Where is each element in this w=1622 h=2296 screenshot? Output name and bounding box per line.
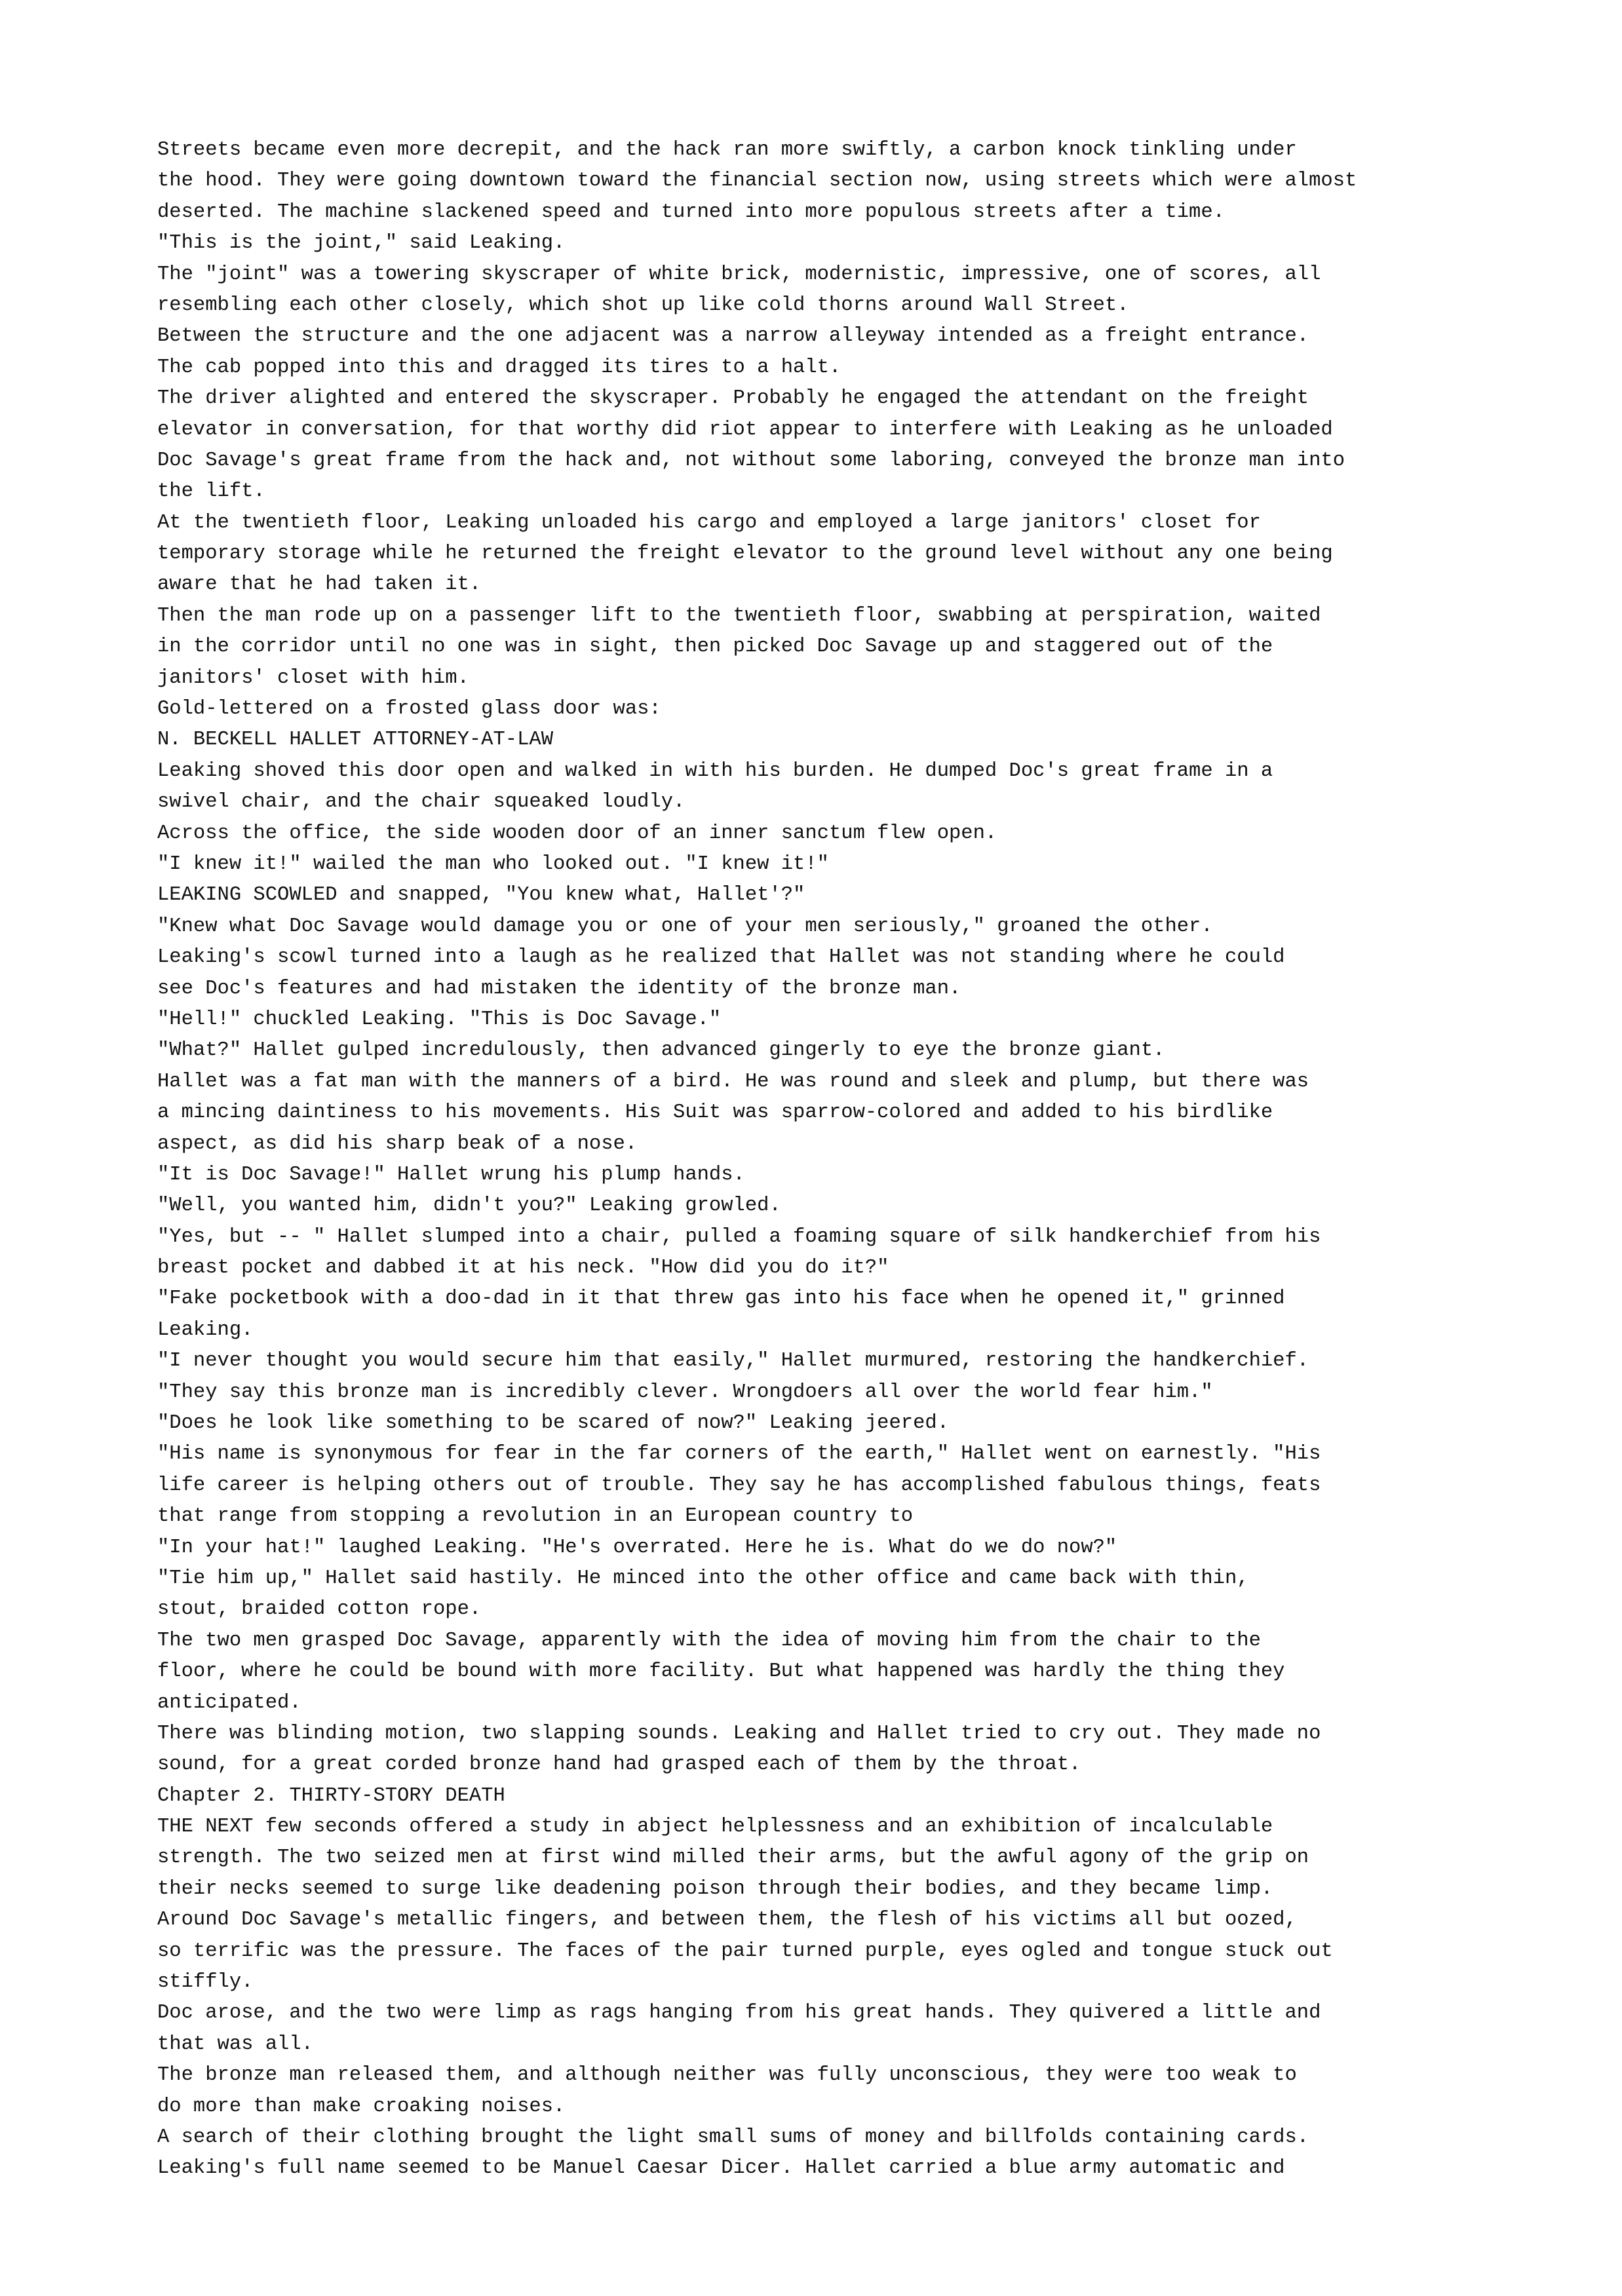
text-line: The "joint" was a towering skyscraper of white brick, modernistic, impressive, one of scores, all <box>157 263 1321 286</box>
text-line: temporary storage while he returned the freight elevator to the ground level without any one being <box>157 543 1333 565</box>
text-line: N. BECKELL HALLET ATTORNEY-AT-LAW <box>157 729 553 752</box>
text-line: There was blinding motion, two slapping sounds. Leaking and Hallet tried to cry out. They made no <box>157 1722 1321 1745</box>
text-line: "His name is synonymous for fear in the far corners of the earth," Hallet went on earnestly. "His <box>157 1443 1321 1466</box>
text-line: "Yes, but -- " Hallet slumped into a chair, pulled a foaming square of silk handkerchief from his <box>157 1225 1321 1248</box>
text-line: "Tie him up," Hallet said hastily. He minced into the other office and came back with thin, <box>157 1567 1249 1590</box>
body-text <box>157 135 1553 2185</box>
text-line: that range from stopping a revolution in an European country to <box>157 1505 914 1528</box>
text-line: sound, for a great corded bronze hand had grasped each of them by the throat. <box>157 1753 1081 1776</box>
text-line: Doc Savage's great frame from the hack and, not without some laboring, conveyed the bronze man into <box>157 449 1345 472</box>
text-line: anticipated. <box>157 1691 301 1714</box>
text-line: Across the office, the side wooden door of an inner sanctum flew open. <box>157 822 997 845</box>
text-line: "Fake pocketbook with a doo-dad in it that threw gas into his face when he opened it," grinned <box>157 1288 1285 1311</box>
text-line: Between the structure and the one adjacent was a narrow alleyway intended as a freight entrance. <box>157 325 1309 348</box>
text-line: stiffly. <box>157 1971 254 1994</box>
text-line: Chapter 2. THIRTY-STORY DEATH <box>157 1784 505 1807</box>
text-line: aware that he had taken it. <box>157 573 482 596</box>
text-line: The cab popped into this and dragged its tires to a halt. <box>157 356 841 379</box>
text-line: do more than make croaking noises. <box>157 2095 566 2118</box>
text-line: Leaking's scowl turned into a laugh as he realized that Hallet was not standing where he could <box>157 946 1285 969</box>
text-line: The driver alighted and entered the skyscraper. Probably he engaged the attendant on the freight <box>157 387 1309 410</box>
text-line: aspect, as did his sharp beak of a nose. <box>157 1132 638 1155</box>
text-line: floor, where he could be bound with more facility. But what happened was hardly the thing they <box>157 1660 1285 1683</box>
text-line: "This is the joint," said Leaking. <box>157 232 566 255</box>
text-line: "Knew what Doc Savage would damage you or one of your men seriously," groaned the other. <box>157 915 1213 938</box>
text-line: Doc arose, and the two were limp as rags hanging from his great hands. They quivered a little and <box>157 2002 1321 2025</box>
text-line: that was all. <box>157 2033 313 2056</box>
text-line: Around Doc Savage's metallic fingers, and between them, the flesh of his victims all but oozed, <box>157 1909 1297 1932</box>
text-line: strength. The two seized men at first wind milled their arms, but the awful agony of the grip on <box>157 1846 1309 1869</box>
text-line: Leaking shoved this door open and walked in with his burden. He dumped Doc's great frame in a <box>157 759 1273 782</box>
text-line: Streets became even more decrepit, and the hack ran more swiftly, a carbon knock tinkling under <box>157 139 1297 161</box>
text-line: a mincing daintiness to his movements. His Suit was sparrow-colored and added to his birdlike <box>157 1101 1273 1124</box>
text-line: "It is Doc Savage!" Hallet wrung his plump hands. <box>157 1163 745 1186</box>
text-line: their necks seemed to surge like deadening poison through their bodies, and they became limp. <box>157 1877 1273 1900</box>
text-line: life career is helping others out of trouble. They say he has accomplished fabulous things, feats <box>157 1474 1321 1497</box>
text-line: swivel chair, and the chair squeaked loudly. <box>157 791 685 814</box>
text-line: elevator in conversation, for that worthy did riot appear to interfere with Leaking as he unloaded <box>157 418 1333 441</box>
text-line: stout, braided cotton rope. <box>157 1598 482 1621</box>
text-line: Then the man rode up on a passenger lift to the twentieth floor, swabbing at perspiration, waited <box>157 604 1321 627</box>
text-line: so terrific was the pressure. The faces of the pair turned purple, eyes ogled and tongue stuck out <box>157 1940 1333 1962</box>
text-line: "Hell!" chuckled Leaking. "This is Doc Savage." <box>157 1008 722 1031</box>
text-line: resembling each other closely, which shot up like cold thorns around Wall Street. <box>157 294 1129 316</box>
text-line: the lift. <box>157 480 265 503</box>
text-line: "What?" Hallet gulped incredulously, then advanced gingerly to eye the bronze giant. <box>157 1039 1165 1062</box>
text-line: the hood. They were going downtown toward the financial section now, using streets which were almost <box>157 170 1357 193</box>
text-line: "I never thought you would secure him that easily," Hallet murmured, restoring the handkerchief. <box>157 1350 1309 1373</box>
text-line: A search of their clothing brought the light small sums of money and billfolds containing cards. <box>157 2126 1309 2149</box>
text-line: "Does he look like something to be scared of now?" Leaking jeered. <box>157 1412 949 1435</box>
text-line: At the twentieth floor, Leaking unloaded his cargo and employed a large janitors' closet for <box>157 511 1261 534</box>
text-line: "In your hat!" laughed Leaking. "He's overrated. Here he is. What do we do now?" <box>157 1536 1117 1559</box>
text-line: Hallet was a fat man with the manners of a bird. He was round and sleek and plump, but there was <box>157 1070 1309 1093</box>
text-line: janitors' closet with him. <box>157 666 469 689</box>
text-line: deserted. The machine slackened speed and turned into more populous streets after a time. <box>157 201 1225 223</box>
text-line: Gold-lettered on a frosted glass door was: <box>157 698 661 721</box>
text-line: The bronze man released them, and although neither was fully unconscious, they were too weak to <box>157 2064 1297 2087</box>
text-line: THE NEXT few seconds offered a study in abject helplessness and an exhibition of incalculable <box>157 1816 1273 1839</box>
text-line: Leaking. <box>157 1318 254 1341</box>
text-line: breast pocket and dabbed it at his neck. "How did you do it?" <box>157 1257 889 1280</box>
text-line: Leaking's full name seemed to be Manuel Caesar Dicer. Hallet carried a blue army automatic and <box>157 2157 1285 2180</box>
text-line: "They say this bronze man is incredibly clever. Wrongdoers all over the world fear him." <box>157 1381 1213 1404</box>
text-line: LEAKING SCOWLED and snapped, "You knew what, Hallet'?" <box>157 884 805 907</box>
text-line: "Well, you wanted him, didn't you?" Leaking growled. <box>157 1195 781 1217</box>
text-line: The two men grasped Doc Savage, apparently with the idea of moving him from the chair to the <box>157 1629 1261 1652</box>
text-line: "I knew it!" wailed the man who looked out. "I knew it!" <box>157 852 829 875</box>
text-line: in the corridor until no one was in sight, then picked Doc Savage up and staggered out of the <box>157 636 1273 659</box>
text-line: see Doc's features and had mistaken the identity of the bronze man. <box>157 977 961 1000</box>
